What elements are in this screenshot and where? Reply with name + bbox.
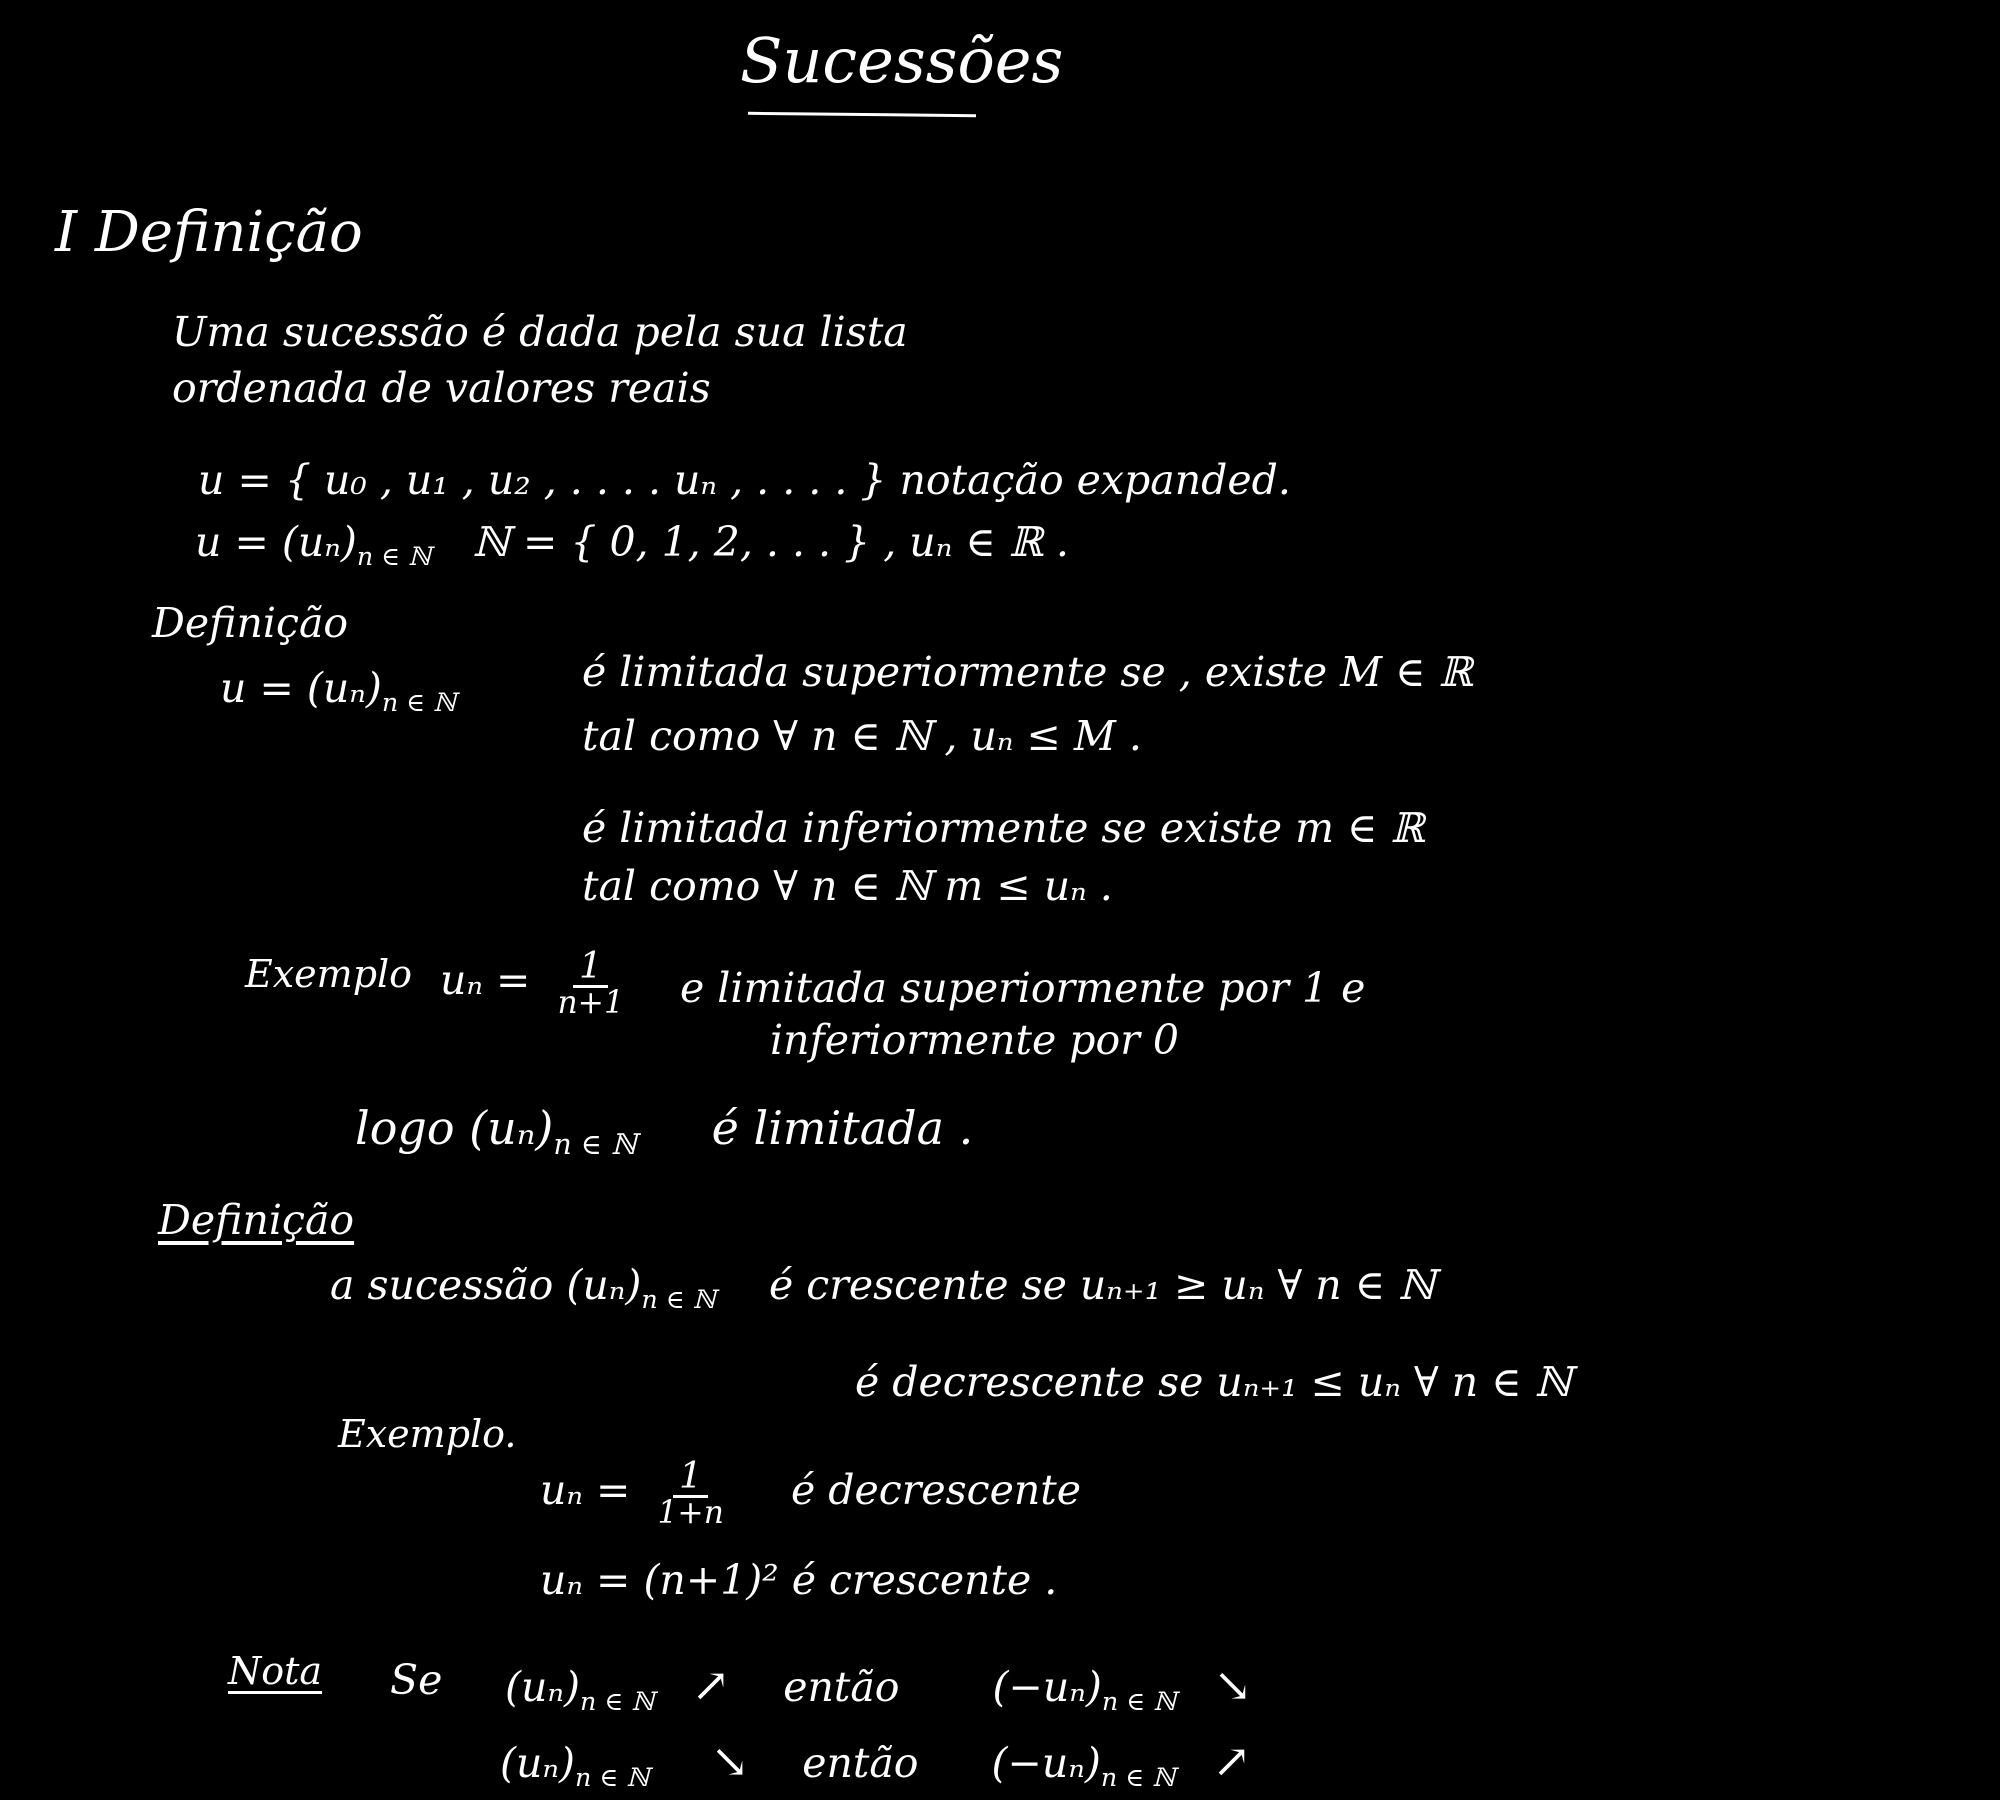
definition-1-sequence bbox=[220, 664, 457, 717]
note-2-neg-seq: (−uₙ) bbox=[991, 1739, 1101, 1787]
definition-bounded-above-2: tal como ∀ n ∈ ℕ , uₙ ≤ M . bbox=[582, 712, 1142, 760]
example-2-a bbox=[540, 1454, 1081, 1531]
note-line-1 bbox=[505, 1658, 1253, 1716]
definition-decreasing: é decrescente se uₙ₊₁ ≤ uₙ ∀ n ∈ ℕ bbox=[855, 1358, 1573, 1406]
note-2-entao: então bbox=[802, 1739, 919, 1787]
note-1-seq: (uₙ) bbox=[505, 1663, 581, 1711]
note-line-2 bbox=[500, 1734, 1252, 1792]
intro-line-2: ordenada de valores reais bbox=[172, 364, 711, 412]
conclusion-seq-index: n ∈ ℕ bbox=[553, 1127, 638, 1161]
note-2-neg-seq-index: n ∈ ℕ bbox=[1100, 1761, 1176, 1792]
conclusion-text: é limitada . bbox=[711, 1101, 974, 1155]
example-2-a-text: é decrescente bbox=[790, 1466, 1081, 1515]
fraction-numerator: 1 bbox=[673, 1458, 708, 1498]
def1-seq: u = (uₙ) bbox=[220, 664, 382, 712]
example-2-a-fraction bbox=[651, 1454, 729, 1531]
fraction-denominator: 1+n bbox=[657, 1494, 724, 1531]
notation-seq: u = (uₙ) bbox=[195, 518, 357, 566]
notation-compact bbox=[195, 518, 1069, 571]
definition-1-label: Definição bbox=[152, 599, 349, 647]
def1-seq-index: n ∈ ℕ bbox=[381, 686, 457, 717]
definition-bounded-below-2: tal como ∀ n ∈ ℕ m ≤ uₙ . bbox=[582, 862, 1113, 910]
example-2-label: Exemplo. bbox=[338, 1412, 517, 1456]
decreasing-arrow-icon: ↘ bbox=[1213, 1658, 1253, 1712]
note-label: Nota bbox=[228, 1649, 323, 1693]
example-1-text-2: inferiormente por 0 bbox=[770, 1016, 1179, 1064]
example-1-text-1: e limitada superiormente por 1 e bbox=[680, 964, 1366, 1012]
fraction-denominator: n+1 bbox=[557, 984, 624, 1021]
note-1-seq-index: n ∈ ℕ bbox=[580, 1685, 655, 1716]
note-1-neg-seq-index: n ∈ ℕ bbox=[1101, 1685, 1177, 1716]
page-title: Sucessões bbox=[740, 24, 1064, 97]
example-2-b: uₙ = (n+1)² é crescente . bbox=[540, 1556, 1058, 1604]
notation-naturals: ℕ = { 0, 1, 2, . . . } , uₙ ∈ ℝ . bbox=[472, 518, 1069, 566]
example-2-a-lhs: uₙ = bbox=[540, 1466, 631, 1515]
intro-line-1: Uma sucessão é dada pela sua lista bbox=[172, 308, 908, 356]
definition-bounded-below-1: é limitada inferiormente se existe m ∈ ℝ bbox=[582, 804, 1425, 852]
example-1-label: Exemplo bbox=[245, 952, 413, 996]
example-1-lhs: uₙ = bbox=[440, 956, 531, 1005]
conclusion-seq: logo (uₙ) bbox=[355, 1101, 554, 1155]
section-heading: I Definição bbox=[55, 200, 363, 265]
definition-2-label: Definição bbox=[158, 1196, 355, 1244]
example-1-formula bbox=[440, 944, 638, 1021]
definition-increasing bbox=[330, 1261, 1436, 1314]
increasing-seq-index: n ∈ ℕ bbox=[641, 1283, 716, 1314]
increasing-seq: a sucessão (uₙ) bbox=[330, 1261, 642, 1309]
example-1-conclusion bbox=[355, 1101, 974, 1161]
definition-bounded-above-1: é limitada superiormente se , existe M ∈ ℝ bbox=[582, 648, 1473, 696]
fraction-numerator: 1 bbox=[573, 948, 608, 988]
increasing-condition: é crescente se uₙ₊₁ ≥ uₙ ∀ n ∈ ℕ bbox=[769, 1261, 1436, 1309]
notation-seq-index: n ∈ ℕ bbox=[356, 540, 432, 571]
example-1-fraction bbox=[551, 944, 629, 1021]
decreasing-arrow-icon: ↘ bbox=[710, 1734, 750, 1788]
increasing-arrow-icon: ↗ bbox=[1212, 1734, 1252, 1788]
note-2-seq-index: n ∈ ℕ bbox=[575, 1761, 650, 1792]
increasing-arrow-icon: ↗ bbox=[691, 1658, 731, 1712]
notation-expanded: u = { u₀ , u₁ , u₂ , . . . . uₙ , . . . . } notação expanded. bbox=[198, 456, 1291, 504]
title-underline bbox=[748, 112, 976, 117]
note-2-seq: (uₙ) bbox=[500, 1739, 576, 1787]
note-1-entao: então bbox=[783, 1663, 900, 1711]
note-1-neg-seq: (−uₙ) bbox=[992, 1663, 1102, 1711]
note-se: Se bbox=[390, 1656, 443, 1704]
